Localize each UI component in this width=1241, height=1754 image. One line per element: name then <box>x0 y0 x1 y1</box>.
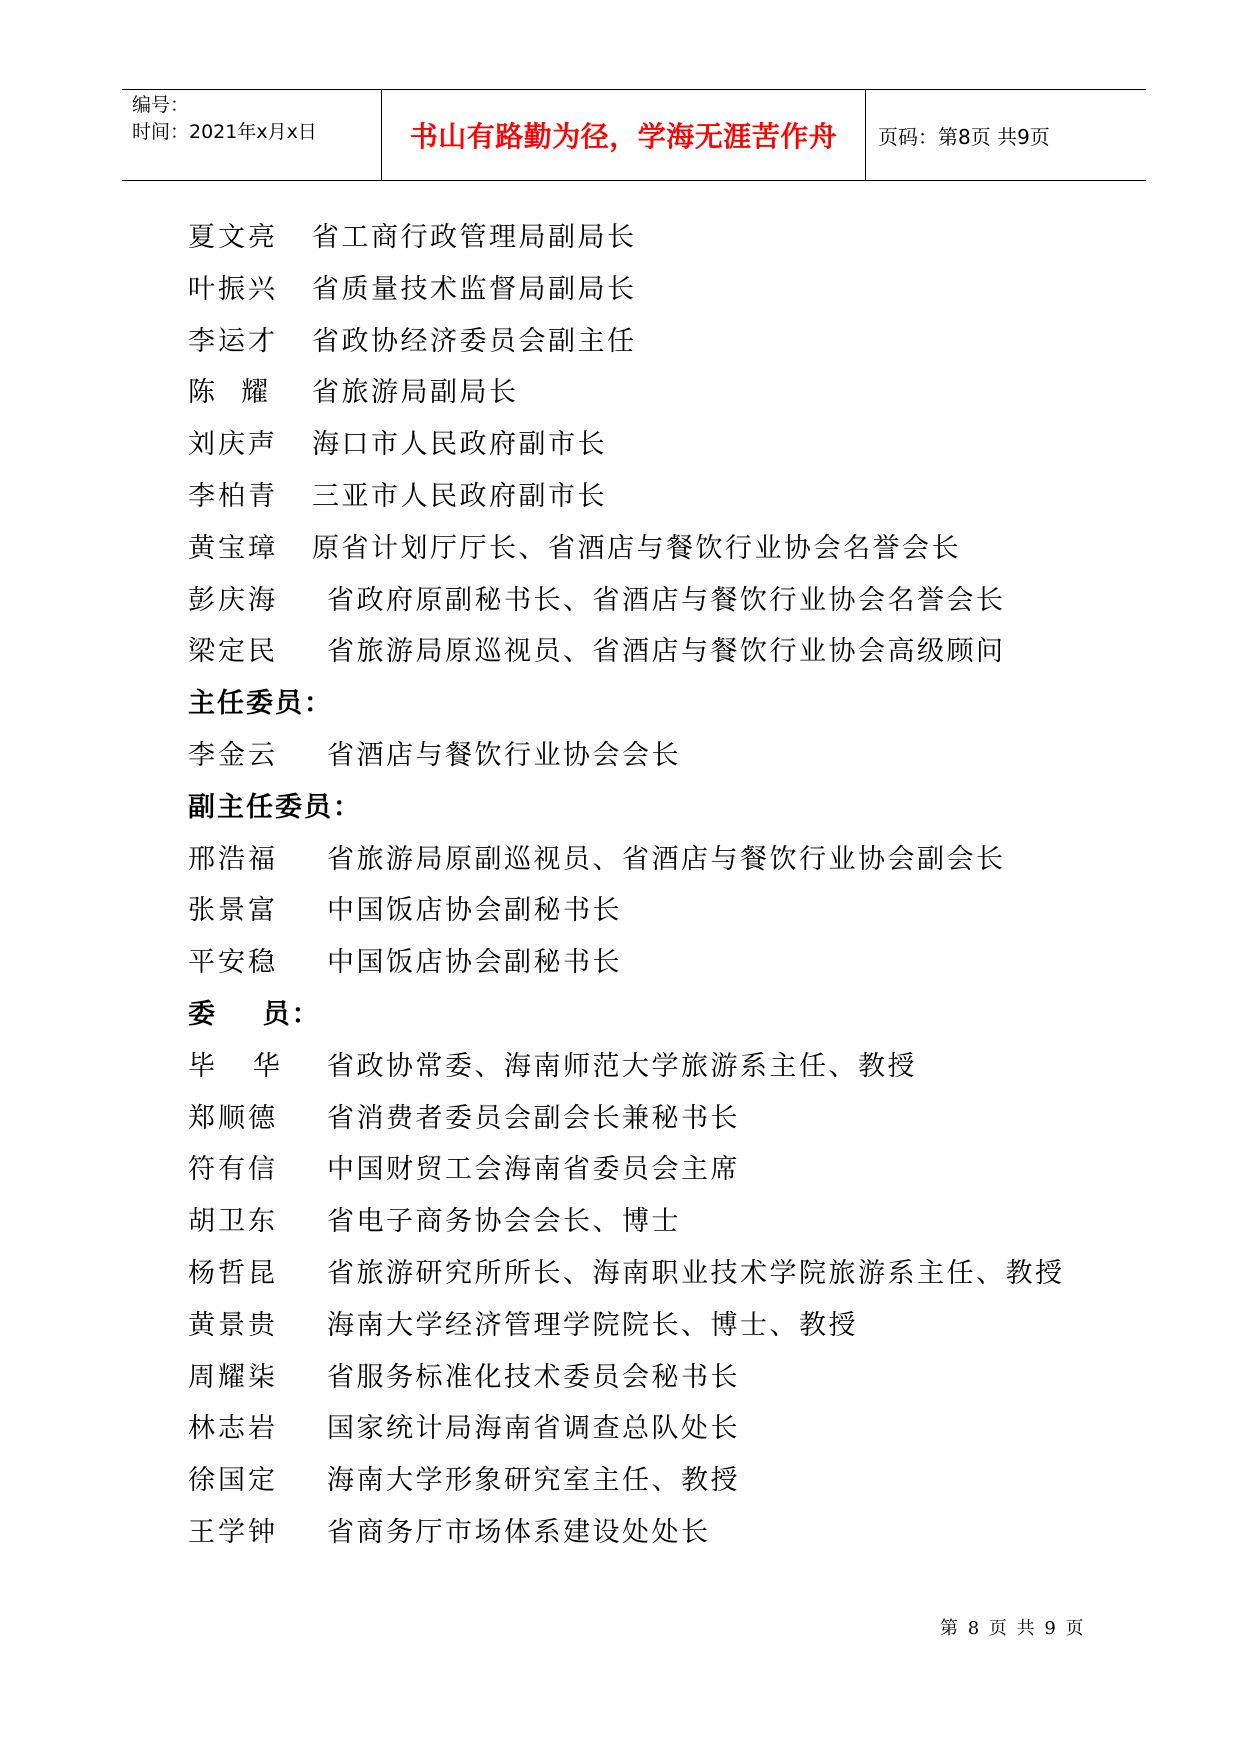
member-title: 省旅游局副局长 <box>312 377 519 409</box>
section-heading-director <box>188 678 1138 730</box>
member-row <box>188 937 1138 989</box>
member-title: 省旅游局原副巡视员、省酒店与餐饮行业协会副会长 <box>327 843 1006 875</box>
member-title: 省政府原副秘书长、省酒店与餐饮行业协会名誉会长 <box>327 584 1006 616</box>
member-name: 平安稳 <box>188 947 278 979</box>
member-title: 海南大学经济管理学院院长、博士、教授 <box>327 1309 858 1341</box>
member-row <box>188 1403 1138 1455</box>
committee-member-list <box>188 212 1138 1559</box>
member-title: 原省计划厅厅长、省酒店与餐饮行业协会名誉会长 <box>312 532 961 564</box>
footer-page-number: 第 8 页 共 9 页 <box>940 1618 1086 1639</box>
page-footer <box>940 1614 1086 1640</box>
member-name: 张景富 <box>188 895 278 927</box>
member-title: 中国饭店协会副秘书长 <box>327 947 622 979</box>
member-title: 省电子商务协会会长、博士 <box>327 1206 681 1238</box>
member-name: 夏文亮 <box>188 222 278 253</box>
page-header <box>122 89 1146 181</box>
member-name: 李运才 <box>188 325 278 357</box>
section-heading: 副主任委员： <box>188 791 362 823</box>
member-title: 省旅游研究所所长、海南职业技术学院旅游系主任、教授 <box>327 1257 1065 1289</box>
member-name: 周耀柒 <box>188 1361 278 1393</box>
header-page-number: 页码：第8页 共9页 <box>878 124 1050 149</box>
member-name: 黄景贵 <box>188 1309 278 1341</box>
member-name: 梁定民 <box>188 636 278 668</box>
section-heading: 主任委员： <box>188 688 333 720</box>
section-heading: 委 员： <box>188 998 321 1030</box>
member-title: 海南大学形象研究室主任、教授 <box>327 1465 740 1497</box>
member-row <box>188 1300 1138 1352</box>
member-row <box>188 626 1138 678</box>
member-name: 符有信 <box>188 1154 278 1186</box>
member-row <box>188 1093 1138 1145</box>
member-name: 毕 华 <box>188 1050 283 1082</box>
member-title: 国家统计局海南省调查总队处长 <box>327 1413 740 1445</box>
member-name: 胡卫东 <box>188 1206 278 1238</box>
member-row <box>188 575 1138 627</box>
member-row <box>188 471 1138 523</box>
document-time-label: 时间：2021年x月x日 <box>132 121 317 143</box>
member-name: 徐国定 <box>188 1465 278 1497</box>
member-row <box>188 1248 1138 1300</box>
member-row <box>188 1144 1138 1196</box>
member-title: 省政协常委、海南师范大学旅游系主任、教授 <box>327 1050 917 1082</box>
header-page-cell <box>866 90 1146 180</box>
member-name: 刘庆声 <box>188 429 278 461</box>
member-title: 三亚市人民政府副市长 <box>312 480 607 512</box>
member-row <box>188 316 1138 368</box>
section-heading-members <box>188 989 1138 1041</box>
member-row <box>188 1352 1138 1404</box>
member-title: 省旅游局原巡视员、省酒店与餐饮行业协会高级顾问 <box>327 636 1006 668</box>
member-row <box>188 1196 1138 1248</box>
member-name: 王学钟 <box>188 1516 278 1548</box>
member-name: 林志岩 <box>188 1413 278 1445</box>
member-row <box>188 885 1138 937</box>
member-title: 省酒店与餐饮行业协会会长 <box>327 739 681 771</box>
member-title: 中国财贸工会海南省委员会主席 <box>327 1154 740 1186</box>
member-row <box>188 1455 1138 1507</box>
member-title: 海口市人民政府副市长 <box>312 429 607 461</box>
member-name: 陈 耀 <box>188 377 272 409</box>
member-title: 省工商行政管理局副局长 <box>312 222 637 253</box>
member-title: 省服务标准化技术委员会秘书长 <box>327 1361 740 1393</box>
member-name: 邢浩福 <box>188 843 278 875</box>
member-row <box>188 264 1138 316</box>
member-name: 李金云 <box>188 739 278 771</box>
member-name: 叶振兴 <box>188 273 278 305</box>
member-name: 彭庆海 <box>188 584 278 616</box>
member-title: 省商务厅市场体系建设处处长 <box>327 1516 711 1548</box>
member-name: 李柏青 <box>188 480 278 512</box>
member-row <box>188 730 1138 782</box>
member-title: 省政协经济委员会副主任 <box>312 325 637 357</box>
header-motto-cell <box>382 90 866 180</box>
document-number-label: 编号： <box>132 94 190 116</box>
member-name: 黄宝璋 <box>188 532 278 564</box>
member-row <box>188 419 1138 471</box>
member-name: 郑顺德 <box>188 1102 278 1134</box>
member-row <box>188 367 1138 419</box>
member-row <box>188 212 1138 264</box>
header-meta-cell <box>122 90 382 180</box>
member-title: 中国饭店协会副秘书长 <box>327 895 622 927</box>
member-row <box>188 834 1138 886</box>
section-heading-deputy-director <box>188 782 1138 834</box>
member-name: 杨哲昆 <box>188 1257 278 1289</box>
member-row <box>188 1041 1138 1093</box>
motto-text: 书山有路勤为径，学海无涯苦作舟 <box>409 120 838 153</box>
member-title: 省质量技术监督局副局长 <box>312 273 637 305</box>
member-row <box>188 1507 1138 1559</box>
member-row <box>188 523 1138 575</box>
member-title: 省消费者委员会副会长兼秘书长 <box>327 1102 740 1134</box>
